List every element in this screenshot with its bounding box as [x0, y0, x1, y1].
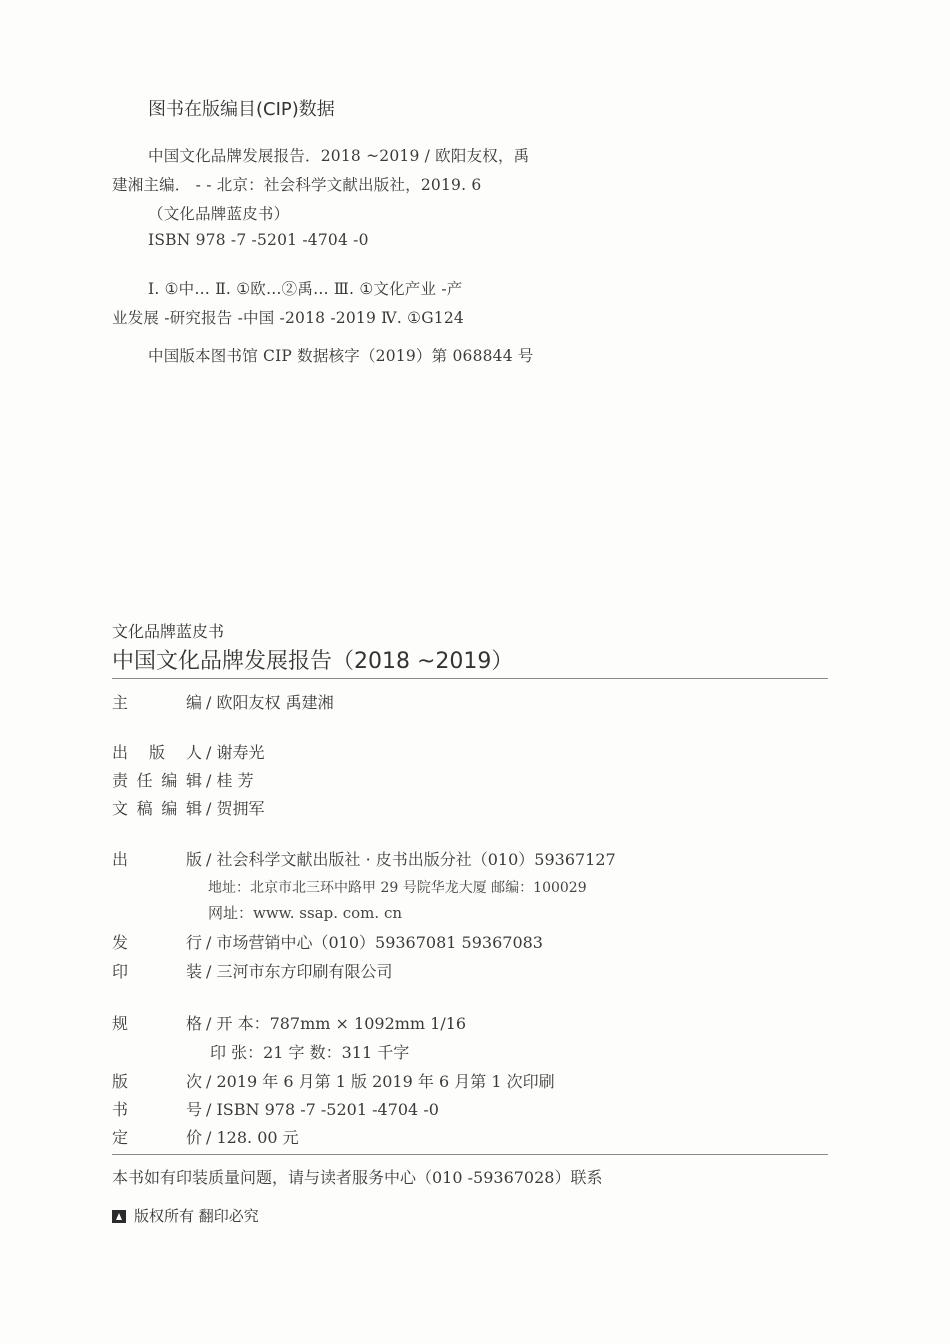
editors-label: 主 编: [112, 693, 202, 712]
cip-line: 中国文化品牌发展报告．2018 ~2019 / 欧阳友权，禹: [148, 147, 530, 165]
cip-verification: 中国版本图书馆 CIP 数据核字（2019）第 068844 号: [148, 347, 534, 365]
price-label: 定 价: [112, 1128, 202, 1147]
edition-value: / 2019 年 6 月第 1 版 2019 年 6 月第 1 次印刷: [206, 1072, 555, 1091]
staff-value: / 贺拥军: [206, 799, 265, 818]
staff-value: / 桂 芳: [206, 771, 254, 790]
distribution-value: / 市场营销中心（010）59367081 59367083: [206, 933, 543, 952]
series-name: 文化品牌蓝皮书: [112, 622, 225, 641]
cip-classification: 业发展 -研究报告 -中国 -2018 -2019 Ⅳ. ①G124: [112, 309, 464, 327]
specs-detail: 印 张：21 字 数：311 千字: [210, 1043, 410, 1062]
cip-line: （文化品牌蓝皮书）: [148, 205, 290, 223]
divider: [112, 678, 828, 679]
specs-label: 规 格: [112, 1014, 202, 1033]
publisher-value: / 社会科学文献出版社 · 皮书出版分社（010）59367127: [206, 850, 616, 869]
publisher-address: 地址：北京市北三环中路甲 29 号院华龙大厦 邮编：100029: [208, 880, 587, 896]
price-value: / 128. 00 元: [206, 1128, 299, 1147]
publisher-person-row: [112, 740, 264, 763]
distribution-row: [112, 930, 543, 953]
distribution-label: 发 行: [112, 933, 202, 952]
staff-label: 责任编辑: [112, 771, 202, 790]
printing-row: [112, 959, 392, 982]
isbn-row: [112, 1097, 439, 1120]
responsible-editor-row: [112, 768, 254, 791]
price-row: [112, 1125, 299, 1148]
staff-value: / 谢寿光: [206, 743, 265, 762]
isbn-value: / ISBN 978 -7 -5201 -4704 -0: [206, 1100, 439, 1119]
divider: [112, 1154, 828, 1155]
copyright-line: [112, 1205, 259, 1226]
edition-row: [112, 1069, 555, 1092]
printing-label: 印 装: [112, 962, 202, 981]
book-title: 中国文化品牌发展报告（2018 ~2019）: [112, 649, 514, 674]
staff-label: 文稿编辑: [112, 799, 202, 818]
copy-editor-row: [112, 796, 264, 819]
publisher-logo-icon: [112, 1210, 126, 1223]
cip-classification: Ⅰ. ①中… Ⅱ. ①欧…②禹… Ⅲ. ①文化产业 -产: [148, 280, 463, 298]
specs-value: / 开 本：787mm × 1092mm 1/16: [206, 1014, 467, 1033]
cip-isbn: ISBN 978 -7 -5201 -4704 -0: [148, 231, 369, 249]
copyright-text: 版权所有 翻印必究: [134, 1207, 259, 1225]
isbn-label: 书 号: [112, 1100, 202, 1119]
staff-label: 出版人: [112, 743, 202, 762]
publisher-row: [112, 847, 616, 870]
editors-row: [112, 690, 334, 713]
publisher-label: 出 版: [112, 850, 202, 869]
publisher-website: 网址：www. ssap. com. cn: [208, 904, 403, 922]
cip-heading: 图书在版编目(CIP)数据: [148, 99, 335, 120]
printing-value: / 三河市东方印刷有限公司: [206, 962, 393, 981]
cip-line: 建湘主编． - - 北京：社会科学文献出版社，2019. 6: [112, 176, 482, 194]
edition-label: 版 次: [112, 1072, 202, 1091]
quality-notice: 本书如有印装质量问题，请与读者服务中心（010 -59367028）联系: [112, 1168, 603, 1187]
specs-row: [112, 1011, 466, 1034]
editors-value: / 欧阳友权 禹建湘: [206, 693, 334, 712]
